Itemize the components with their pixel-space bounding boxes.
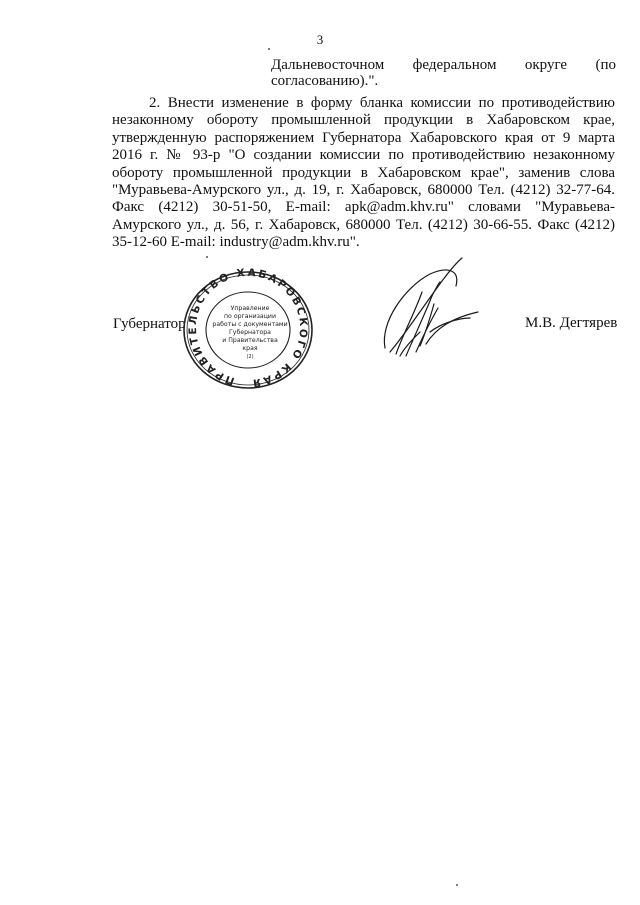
svg-text:и Правительства: и Правительства (222, 337, 278, 344)
svg-text:по организации: по организации (224, 313, 276, 320)
paragraph-line: "Муравьева-Амурского ул., д. 19, г. Хабаровск, 680000 Тел. (4212) 32-77-64. (112, 181, 615, 198)
svg-text:Управление: Управление (230, 305, 270, 312)
continuation-word: федеральном (412, 57, 497, 73)
paragraph-line: обороту промышленной продукции в Хабаровском крае", заменив слова (112, 164, 615, 181)
paragraph-line: 35-12-60 E-mail: industry@adm.khv.ru". (112, 234, 360, 251)
paragraph-line: 2. Внести изменение в форму бланка комиссии по противодействию (149, 95, 615, 111)
continuation-word: округе (524, 57, 568, 73)
continuation-text: согласованию).". (271, 73, 379, 89)
signatory-title: Губернатор (113, 316, 186, 332)
svg-text:работы с документами: работы с документами (212, 321, 288, 328)
svg-text:края: края (242, 345, 258, 352)
official-stamp (178, 268, 318, 392)
paragraph-line: утвержденную распоряжением Губернатора Хабаровского края от 9 марта (112, 129, 615, 146)
svg-text:(2): (2) (246, 354, 254, 360)
paragraph-line: Факс (4212) 30-51-50, E-mail: apk@adm.khv.ru" словами "Муравьева- (112, 199, 615, 216)
paragraph-line: Амурского ул., д. 56, г. Хабаровск, 680000 Тел. (4212) 30-66-55. Факс (4212) (112, 216, 615, 233)
svg-text:ПРАВИТЕЛЬСТВО ХАБАРОВСКОГО КРА: ПРАВИТЕЛЬСТВО ХАБАРОВСКОГО КРАЯ (186, 268, 310, 390)
handwritten-signature (360, 252, 490, 372)
paragraph-line: незаконному обороту промышленной продукции в Хабаровском крае, (112, 112, 615, 129)
continuation-word: Дальневосточном (271, 57, 385, 73)
continuation-line-1 (271, 57, 616, 74)
page-number: 3 (316, 32, 324, 47)
scan-speck (268, 48, 270, 50)
paragraph-line: 2016 г. № 93-р "О создании комиссии по противодействию незаконному (112, 147, 615, 164)
scan-speck (206, 256, 208, 258)
continuation-line-2 (271, 73, 616, 90)
paragraph-2 (112, 95, 615, 252)
svg-text:Губернатора: Губернатора (229, 329, 271, 336)
signatory-name: М.В. Дегтярев (525, 315, 618, 331)
continuation-word: (по (595, 57, 616, 73)
scan-speck (456, 884, 458, 886)
